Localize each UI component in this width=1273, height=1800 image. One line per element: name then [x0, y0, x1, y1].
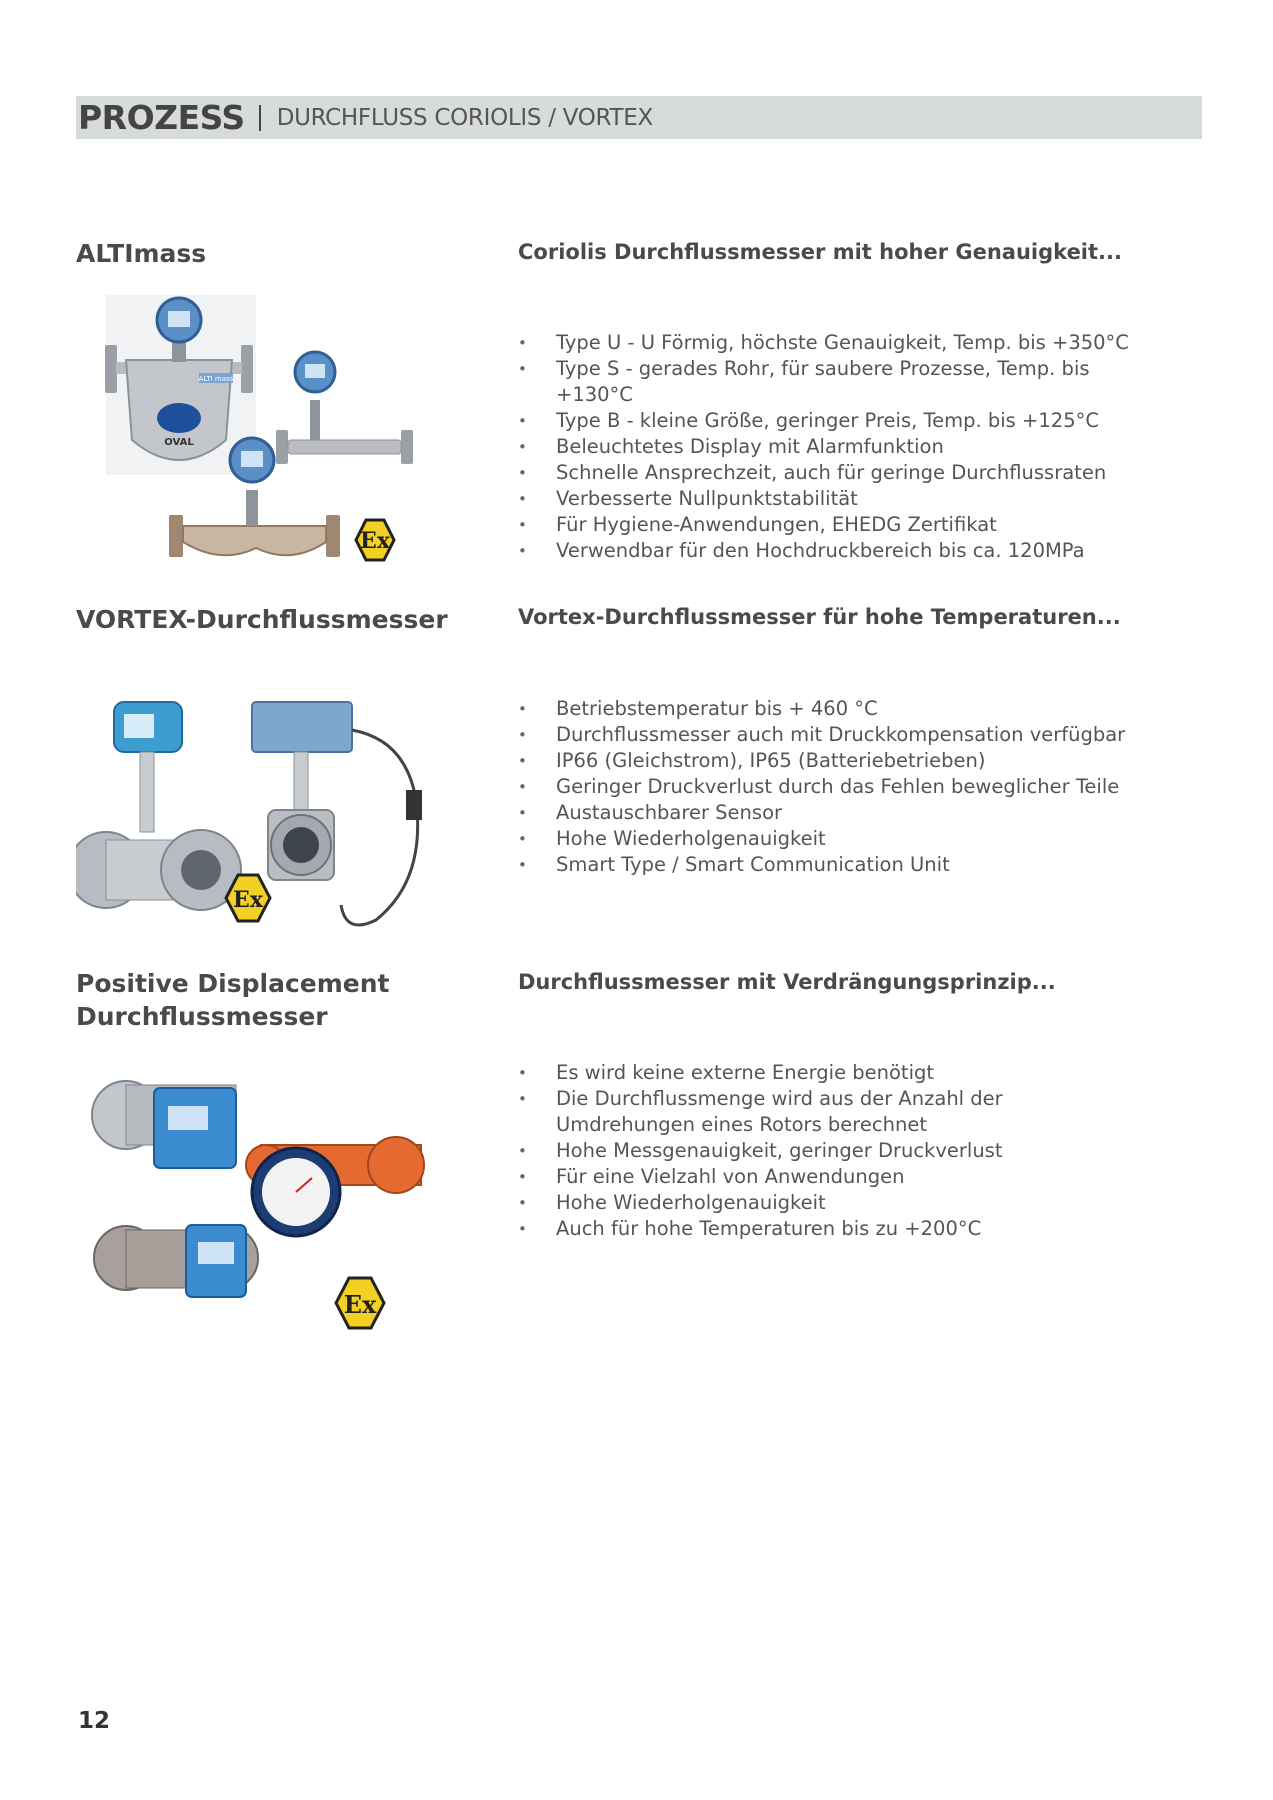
- section-subtitle: Durchflussmesser mit Verdrängungsprinzip...: [518, 970, 1056, 994]
- ex-label: Ex: [360, 528, 390, 554]
- header-divider: [259, 105, 261, 131]
- list-item: • Verwendbar für den Hochdruckbereich bis ca. 120MPa: [518, 538, 1138, 564]
- list-item: • Verbesserte Nullpunktstabilität: [518, 486, 1138, 512]
- brand-label: OVAL: [164, 437, 194, 448]
- list-item: • Type B - kleine Größe, geringer Preis, Temp. bis +125°C: [518, 408, 1138, 434]
- coriolis-meter-image: [76, 290, 446, 590]
- section-title: Positive Displacement Durchflussmesser: [76, 969, 390, 1031]
- ex-label: Ex: [343, 1290, 377, 1319]
- section-subtitle: Vortex-Durchflussmesser für hohe Temperaturen...: [518, 605, 1121, 629]
- ex-label: Ex: [233, 887, 263, 913]
- list-item: • Hohe Wiederholgenauigkeit: [518, 826, 1138, 852]
- feature-list: [518, 1060, 1138, 1242]
- altimass-label: ALTI mass: [198, 375, 234, 383]
- list-item: • IP66 (Gleichstrom), IP65 (Batteriebetrieben): [518, 748, 1138, 774]
- page-number: 12: [78, 1708, 111, 1734]
- feature-list: [518, 330, 1138, 564]
- list-item: • Auch für hohe Temperaturen bis zu +200°C: [518, 1216, 1138, 1242]
- section-title: ALTImass: [76, 239, 207, 268]
- section-title: VORTEX-Durchflussmesser: [76, 605, 448, 634]
- vortex-meter-image: [76, 690, 456, 940]
- list-item: • Hohe Messgenauigkeit, geringer Druckverlust: [518, 1138, 1138, 1164]
- list-item: • Die Durchflussmenge wird aus der Anzahl der Umdrehungen eines Rotors berechnet: [518, 1086, 1138, 1138]
- list-item: • Geringer Druckverlust durch das Fehlen beweglicher Teile: [518, 774, 1138, 800]
- list-item: • Beleuchtetes Display mit Alarmfunktion: [518, 434, 1138, 460]
- list-item: • Austauschbarer Sensor: [518, 800, 1138, 826]
- list-item: • Betriebstemperatur bis + 460 °C: [518, 696, 1138, 722]
- list-item: • Für Hygiene-Anwendungen, EHEDG Zertifikat: [518, 512, 1138, 538]
- list-item: • Schnelle Ansprechzeit, auch für geringe Durchflussraten: [518, 460, 1138, 486]
- list-item: • Es wird keine externe Energie benötigt: [518, 1060, 1138, 1086]
- section-subtitle: Coriolis Durchflussmesser mit hoher Genauigkeit...: [518, 240, 1122, 264]
- list-item: • Hohe Wiederholgenauigkeit: [518, 1190, 1138, 1216]
- list-item: • Smart Type / Smart Communication Unit: [518, 852, 1138, 878]
- list-item: • Type U - U Förmig, höchste Genauigkeit, Temp. bis +350°C: [518, 330, 1138, 356]
- displacement-meter-image: [76, 1060, 446, 1350]
- list-item: • Durchflussmesser auch mit Druckkompensation verfügbar: [518, 722, 1138, 748]
- list-item: • Für eine Vielzahl von Anwendungen: [518, 1164, 1138, 1190]
- feature-list: [518, 696, 1138, 878]
- page-header: [76, 96, 1202, 139]
- header-category: PROZESS: [78, 98, 245, 137]
- list-item: • Type S - gerades Rohr, für saubere Prozesse, Temp. bis +130°C: [518, 356, 1138, 408]
- header-subcategory: DURCHFLUSS CORIOLIS / VORTEX: [276, 104, 653, 131]
